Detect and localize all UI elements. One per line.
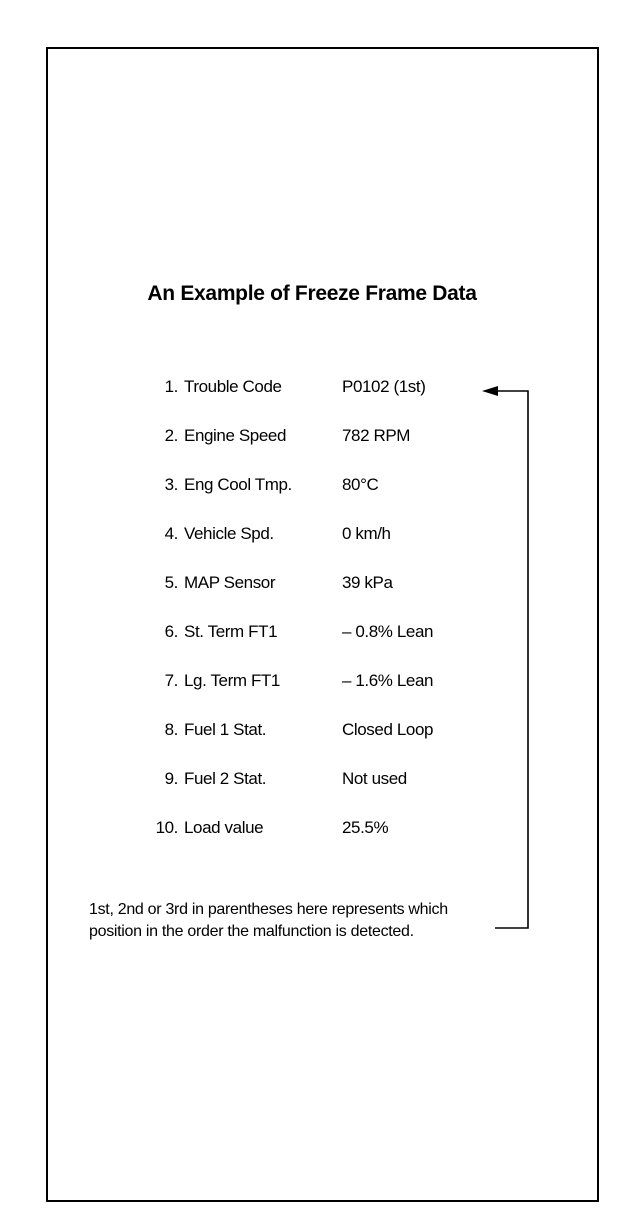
item-number: 3.: [164, 475, 178, 494]
item-number: 5.: [164, 573, 178, 592]
item-value: 25.5%: [342, 818, 389, 837]
item-label: Vehicle Spd.: [184, 524, 274, 543]
item-label: Engine Speed: [184, 426, 287, 445]
item-number: 7.: [164, 671, 178, 690]
item-number: 6.: [164, 622, 178, 641]
item-value: P0102 (1st): [342, 377, 426, 396]
item-label: Fuel 1 Stat.: [184, 720, 267, 739]
item-value: 782 RPM: [342, 426, 411, 445]
item-number: 1.: [164, 377, 178, 396]
item-number: 9.: [164, 769, 178, 788]
item-number: 8.: [164, 720, 178, 739]
footnote-text: 1st, 2nd or 3rd in parentheses here represents which position in the order the malfunction is detected.: [89, 901, 448, 940]
item-value: Not used: [342, 769, 407, 788]
item-label: Load value: [184, 818, 264, 837]
item-label: MAP Sensor: [184, 573, 276, 592]
item-value: 39 kPa: [342, 573, 393, 592]
item-value: – 0.8% Lean: [342, 622, 434, 641]
item-value: 80°C: [342, 475, 379, 494]
item-number: 10.: [155, 818, 178, 837]
item-value: Closed Loop: [342, 720, 434, 739]
item-label: Fuel 2 Stat.: [184, 769, 267, 788]
page-title: An Example of Freeze Frame Data: [147, 282, 477, 305]
item-value: – 1.6% Lean: [342, 671, 434, 690]
item-label: Lg. Term FT1: [184, 671, 280, 690]
item-label: Eng Cool Tmp.: [184, 475, 292, 494]
item-number: 2.: [164, 426, 178, 445]
item-value: 0 km/h: [342, 524, 391, 543]
item-number: 4.: [164, 524, 178, 543]
item-label: St. Term FT1: [184, 622, 278, 641]
item-label: Trouble Code: [184, 377, 282, 396]
